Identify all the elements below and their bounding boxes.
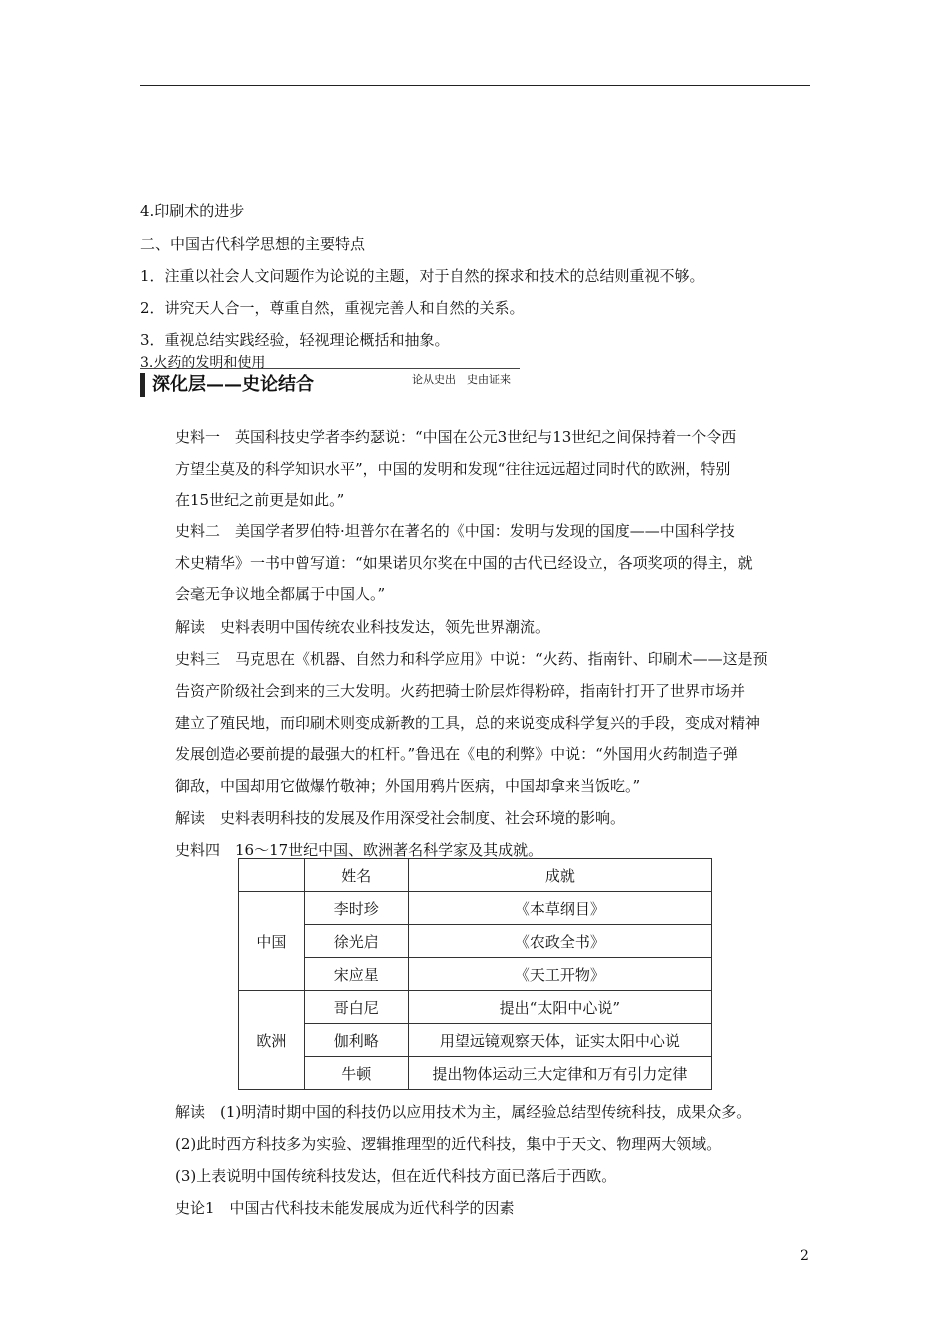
- intro-line: 1．注重以社会人文问题作为论说的主题，对于自然的探求和技术的总结则重视不够。: [140, 267, 705, 285]
- intro-line: 2．讲究天人合一，尊重自然，重视完善人和自然的关系。: [140, 299, 525, 317]
- intro-line: 二、中国古代科学思想的主要特点: [140, 235, 366, 253]
- header-rule: [140, 85, 810, 86]
- name-cell: 徐光启: [304, 925, 408, 958]
- section-rule: [140, 368, 520, 369]
- table-header-row: [239, 859, 712, 892]
- table-row: [239, 925, 712, 958]
- figure-caption: 3.火药的发明和使用: [140, 355, 266, 371]
- name-cell: 宋应星: [304, 958, 408, 991]
- achievement-cell: 《农政全书》: [408, 925, 711, 958]
- region-cell: 中国: [239, 892, 305, 991]
- body-line: 发展创造必要前提的最强大的杠杆。”鲁迅在《电的利弊》中说：“外国用火药制造子弹: [175, 745, 738, 763]
- achievement-cell: 用望远镜观察天体，证实太阳中心说: [408, 1024, 711, 1057]
- body-line: 御敌，中国却用它做爆竹敬神；外国用鸦片医病，中国却拿来当饭吃。”: [175, 777, 641, 795]
- body-line: 史论1 中国古代科技未能发展成为近代科学的因素: [175, 1199, 515, 1217]
- scientists-table: [238, 858, 712, 1090]
- achievement-cell: 《天工开物》: [408, 958, 711, 991]
- section-title: 深化层——史论结合: [152, 374, 314, 395]
- body-line: 解读 史料表明中国传统农业科技发达，领先世界潮流。: [175, 618, 551, 636]
- table-header-cell: 成就: [408, 859, 711, 892]
- table-row: [239, 1024, 712, 1057]
- body-line: 史料三 马克思在《机器、自然力和科学应用》中说：“火药、指南针、印刷术——这是预: [175, 650, 768, 668]
- body-line: 解读 (1)明清时期中国的科技仍以应用技术为主，属经验总结型传统科技，成果众多。: [175, 1103, 752, 1121]
- name-cell: 伽利略: [304, 1024, 408, 1057]
- body-line: 术史精华》一书中曾写道：“如果诺贝尔奖在中国的古代已经设立，各项奖项的得主，就: [175, 554, 753, 572]
- body-line: 史料四 16～17世纪中国、欧洲著名科学家及其成就。: [175, 841, 544, 859]
- table-row: [239, 1057, 712, 1090]
- body-line: 会毫无争议地全都属于中国人。”: [175, 585, 386, 603]
- body-line: 在15世纪之前更是如此。”: [175, 491, 345, 509]
- body-line: 方望尘莫及的科学知识水平”，中国的发明和发现“往往远远超过同时代的欧洲，特别: [175, 460, 731, 478]
- name-cell: 牛顿: [304, 1057, 408, 1090]
- body-line: 解读 史料表明科技的发展及作用深受社会制度、社会环境的影响。: [175, 809, 626, 827]
- table-header-cell: 姓名: [304, 859, 408, 892]
- section-subtitle: 论从史出 史由证来: [412, 373, 511, 386]
- body-line: (3)上表说明中国传统科技发达，但在近代科技方面已落后于西欧。: [175, 1167, 617, 1185]
- section-marker: [140, 373, 145, 397]
- achievement-cell: 提出物体运动三大定律和万有引力定律: [408, 1057, 711, 1090]
- body-line: 史料一 英国科技史学者李约瑟说：“中国在公元3世纪与13世纪之间保持着一个令西: [175, 428, 737, 446]
- achievement-cell: 提出“太阳中心说”: [408, 991, 711, 1024]
- table-row: [239, 958, 712, 991]
- body-line: 告资产阶级社会到来的三大发明。火药把骑士阶层炸得粉碎，指南针打开了世界市场并: [175, 682, 746, 700]
- page-number: 2: [800, 1248, 809, 1264]
- table-row: [239, 892, 712, 925]
- achievement-cell: 《本草纲目》: [408, 892, 711, 925]
- name-cell: 哥白尼: [304, 991, 408, 1024]
- name-cell: 李时珍: [304, 892, 408, 925]
- intro-line: 4.印刷术的进步: [140, 202, 245, 220]
- region-cell: 欧洲: [239, 991, 305, 1090]
- body-line: 建立了殖民地，而印刷术则变成新教的工具，总的来说变成科学复兴的手段，变成对精神: [175, 714, 761, 732]
- table-row: [239, 991, 712, 1024]
- body-line: 史料二 美国学者罗伯特·坦普尔在著名的《中国：发明与发现的国度——中国科学技: [175, 522, 735, 540]
- table-header-cell: [239, 859, 305, 892]
- intro-line: 3．重视总结实践经验，轻视理论概括和抽象。: [140, 331, 450, 349]
- body-line: (2)此时西方科技多为实验、逻辑推理型的近代科技，集中于天文、物理两大领域。: [175, 1135, 722, 1153]
